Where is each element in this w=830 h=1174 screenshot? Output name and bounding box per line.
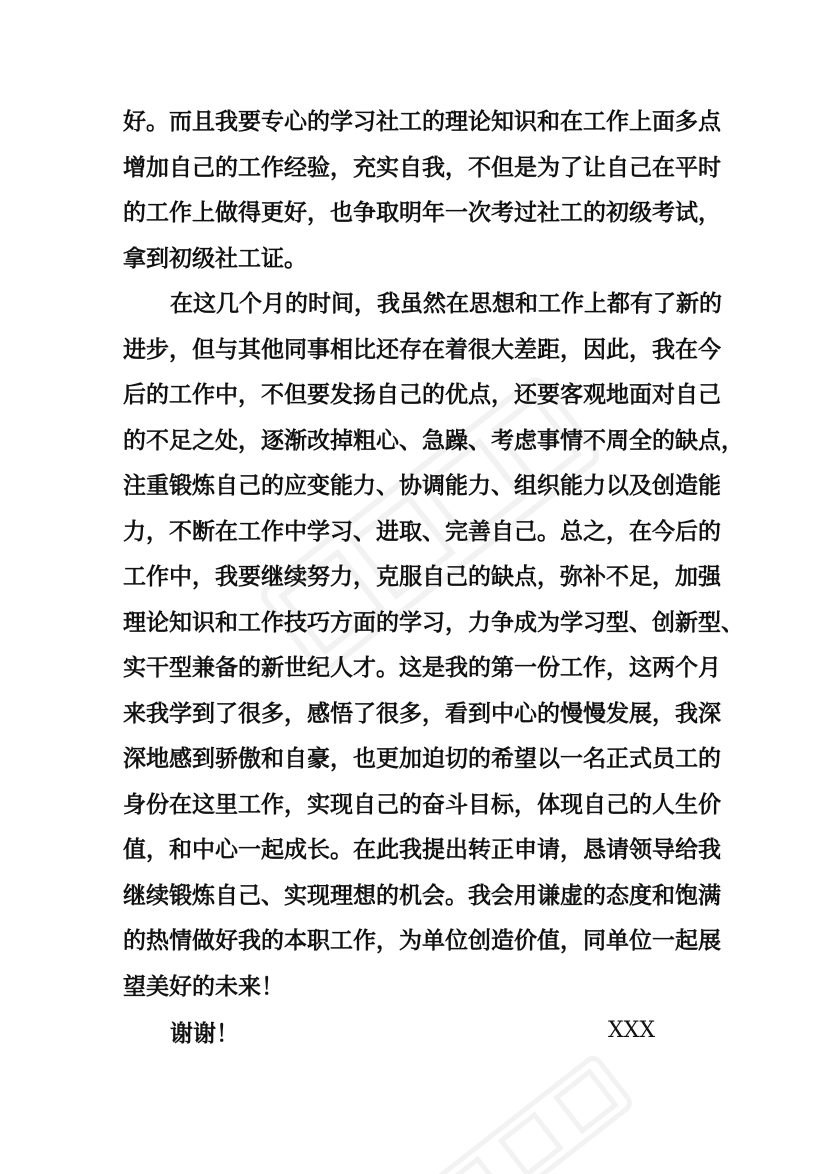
text-line: 理论知识和工作技巧方面的学习，力争成为学习型、创新型、 <box>123 609 744 636</box>
text-line: 增加自己的工作经验，充实自我，不但是为了让自己在平时 <box>123 154 721 181</box>
text-line: 进步，但与其他同事相比还存在着很大差距，因此，我在今 <box>123 336 721 363</box>
text-line: 在这几个月的时间，我虽然在思想和工作上都有了新的 <box>170 291 722 317</box>
text-line: 值，和中心一起成长。在此我提出转正申请，恳请领导给我 <box>123 837 721 863</box>
text-line: 望美好的未来！ <box>123 973 284 1000</box>
paragraph-2 <box>123 282 744 1010</box>
text-line: 的热情做好我的本职工作，为单位创造价值，同单位一起展 <box>123 928 721 954</box>
text-line: 身份在这里工作，实现自己的奋斗目标，体现自己的人生价 <box>123 791 721 818</box>
text-line: 深地感到骄傲和自豪，也更加迫切的希望以一名正式员工的 <box>123 746 721 772</box>
paragraph-1 <box>123 100 721 282</box>
text-line: 后的工作中，不但要发扬自己的优点，还要客观地面对自己 <box>123 382 721 408</box>
text-line: 的不足之处，逐渐改掉粗心、急躁、考虑事情不周全的缺点， <box>123 427 744 454</box>
text-line: 注重锻炼自己的应变能力、协调能力、组织能力以及创造能 <box>123 473 721 499</box>
thanks-line: 谢谢！ <box>170 1021 239 1047</box>
text-line: 继续锻炼自己、实现理想的机会。我会用谦虚的态度和饱满 <box>123 882 721 909</box>
text-line: 拿到初级社工证。 <box>123 245 307 272</box>
text-line: 力，不断在工作中学习、进取、完善自己。总之，在今后的 <box>123 518 721 545</box>
text-line: 来我学到了很多，感悟了很多，看到中心的慢慢发展，我深 <box>123 700 721 727</box>
text-line: 好。而且我要专心的学习社工的理论知识和在工作上面多点 <box>123 109 721 135</box>
text-line: 实干型兼备的新世纪人才。这是我的第一份工作，这两个月 <box>123 655 721 681</box>
text-line: 工作中，我要继续努力，克服自己的缺点，弥补不足，加强 <box>123 564 721 590</box>
document-body <box>123 100 744 1058</box>
watermark-graphic-bottom <box>422 1050 638 1174</box>
text-line: 的工作上做得更好，也争取明年一次考过社工的初级考试， <box>123 200 721 226</box>
signature: XXX <box>608 1018 655 1043</box>
